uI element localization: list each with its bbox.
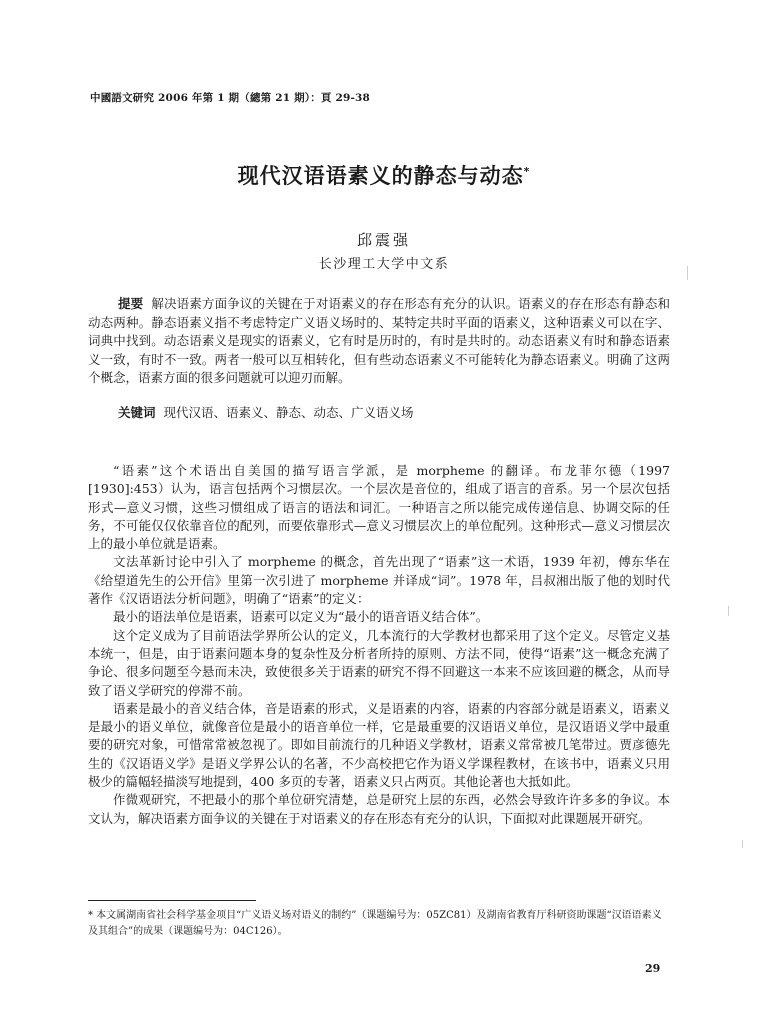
body-paragraph: 这个定义成为了目前语法学界所公认的定义，几本流行的大学教材也都采用了这个定义。尽管定义基本统一，但是，由于语素问题本身的复杂性及分析者所持的原则、方法不同，使得“语素”这一概念充满了争论、很多问题至今悬而未决，致使很多关于语素的研究不得不回避这一本来不应该回避的概念，从而导致了语义学研究的停滞不前。 xyxy=(88,627,670,698)
body-paragraph: “语素”这个术语出自美国的描写语言学派，是 morpheme 的翻译。布龙菲尔德（1997 [1930]:453）认为，语言包括两个习惯层次。一个层次是音位的，组成了语言的音系。另一个层次包括形式—意义习惯，这些习惯组成了语言的语法和词汇。一种语言之所以能完成传递信息、协调交际的任务，不可能仅仅依靠音位的配列，而要依靠形式—意义习惯层次上的单位配列。这种形式—意义习惯层次上的最小单位就是语素。 xyxy=(88,463,670,552)
footnote: * 本文属湖南省社会科学基金项目“广义语义场对语义的制约”（课题编号为：05ZC81）及湖南省教育厅科研资助课题“汉语语素义及其组合”的成果（课题编号为：04C126）。 xyxy=(88,910,662,937)
body-paragraph: 作微观研究，不把最小的那个单位研究清楚，总是研究上层的东西，必然会导致许许多多的争议。本文认为，解决语素方面争议的关键在于对语素义的存在形态有充分的认识，下面拟对此课题展开研究。 xyxy=(88,792,670,826)
title-footnote-mark: * xyxy=(523,165,531,178)
abstract-label: 提要 xyxy=(118,296,144,311)
abstract-text: 解决语素方面争议的关键在于对语素义的存在形态有充分的认识。语素义的存在形态有静态和动态两种。静态语素义指不考虑特定广义语义场时的、某特定共时平面的语素义，这种语素义可以在字、词典中找到。动态语素义是现实的语素义，它有时是历时的，有时是共时的。动态语素义有时和静态语素义一致，有时不一致。两者一般可以互相转化，但有些动态语素义不可能转化为静态语素义。明确了这两个概念，语素方面的很多问题就可以迎刃而解。 xyxy=(88,296,670,386)
keywords-text: 现代汉语、语素义、静态、动态、广义语义场 xyxy=(163,405,414,420)
title-text: 现代汉语语素义的静态与动态 xyxy=(237,164,524,188)
keywords xyxy=(88,404,670,422)
article-title xyxy=(0,160,768,190)
abstract xyxy=(88,295,670,388)
body-text xyxy=(88,462,670,828)
journal-header: 中國語文研究 2006 年第 1 期（總第 21 期）：頁 29-38 xyxy=(90,92,371,104)
scan-mark xyxy=(728,606,729,616)
body-paragraph: 语素是最小的音义结合体，音是语素的形式，义是语素的内容，语素的内容部分就是语素义，语素义是最小的语义单位，就像音位是最小的语音单位一样，它是最重要的汉语语义单位，是汉语语义学中最重要的研究对象，可惜常常被忽视了。即如目前流行的几种语义学教材，语素义常常被几笔带过。贾彦德先生的《汉语语义学》是语义学界公认的名著，不少高校把它作为语义学课程教材，在该书中，语素义只用极少的篇幅轻描淡写地提到，400 多页的专著，语素义只占两页。其他论著也大抵如此。 xyxy=(88,700,670,790)
scan-mark xyxy=(742,840,743,848)
body-paragraph: 文法革新讨论中引入了 morpheme 的概念，首先出现了“语素”这一术语，1939 年初，傅东华在《给望道先生的公开信》里第一次引进了 morpheme 并译成“词”。1978 年，吕叔湘出版了他的划时代著作《汉语语法分析问题》，明确了“语素”的定义： xyxy=(88,554,670,607)
author-affiliation: 长沙理工大学中文系 xyxy=(318,257,450,272)
keywords-label: 关键词 xyxy=(118,405,156,420)
page-number: 29 xyxy=(645,962,661,975)
block-quote: 最小的语法单位是语素，语素可以定义为“最小的语音语义结合体”。 xyxy=(113,609,489,625)
author-name: 邱震强 xyxy=(356,231,411,249)
scan-mark xyxy=(687,266,688,280)
footnote-divider xyxy=(88,900,256,901)
